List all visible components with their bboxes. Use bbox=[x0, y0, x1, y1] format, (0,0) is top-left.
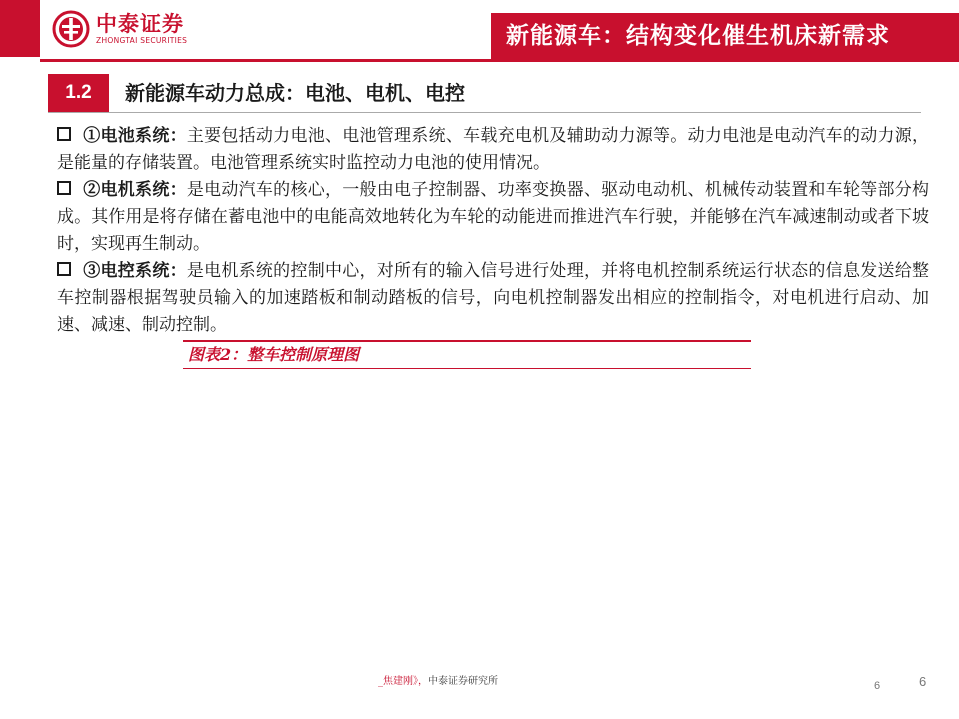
footer-author: _焦建刚》， bbox=[378, 676, 428, 687]
footer-source bbox=[378, 672, 498, 687]
section-number-badge: 1.2 bbox=[48, 74, 109, 112]
section-title: 新能源车动力总成：电池、电机、电控 bbox=[125, 81, 465, 105]
section-divider bbox=[48, 112, 921, 113]
item-text: 是电动汽车的核心，一般由电子控制器、功率变换器、驱动电动机、机械传动装置和车轮等部分构成。其作用是将存储在蓄电池中的电能高效地转化为车轮的动能进而推进汽车行驶，并能够在汽车减速制动或者下坡时，实现再生制动。 bbox=[57, 180, 930, 254]
company-logo bbox=[52, 8, 187, 50]
figure-bottom-rule bbox=[183, 368, 751, 369]
page-title: 新能源车：结构变化催生机床新需求 bbox=[506, 22, 890, 49]
page-number: 6 bbox=[919, 674, 927, 689]
item-text: 是电机系统的控制中心，对所有的输入信号进行处理，并将电机控制系统运行状态的信息发送给整车控制器根据驾驶员输入的加速踏板和制动踏板的信号，向电机控制器发出相应的控制指令，对电机进行启动、加速、减速、制动控制。 bbox=[57, 261, 930, 335]
logo-english-name: ZHONGTAI SECURITIES bbox=[96, 35, 188, 45]
header-corner-block bbox=[0, 0, 40, 57]
checkbox-bullet-icon bbox=[57, 262, 71, 276]
checkbox-bullet-icon bbox=[57, 181, 71, 195]
header-underline bbox=[40, 59, 959, 62]
page-number-small: 6 bbox=[874, 680, 881, 692]
item-label: ③电控系统： bbox=[83, 261, 187, 281]
list-item-motor bbox=[57, 177, 929, 258]
zhongtai-logo-icon bbox=[52, 10, 90, 48]
footer-organization: 中泰证券研究所 bbox=[428, 676, 498, 687]
item-label: ①电池系统： bbox=[83, 126, 187, 146]
list-item-battery bbox=[57, 123, 929, 177]
figure-top-rule bbox=[183, 340, 751, 342]
body-text bbox=[57, 123, 929, 339]
figure-caption: 图表2：整车控制原理图 bbox=[188, 345, 360, 364]
list-item-controller bbox=[57, 258, 929, 339]
item-text: 主要包括动力电池、电池管理系统、车载充电机及辅助动力源等。动力电池是电动汽车的动力源，是能量的存储装置。电池管理系统实时监控动力电池的使用情况。 bbox=[57, 126, 930, 173]
logo-chinese-name: 中泰证券 bbox=[96, 11, 184, 36]
item-label: ②电机系统： bbox=[83, 180, 187, 200]
checkbox-bullet-icon bbox=[57, 127, 71, 141]
